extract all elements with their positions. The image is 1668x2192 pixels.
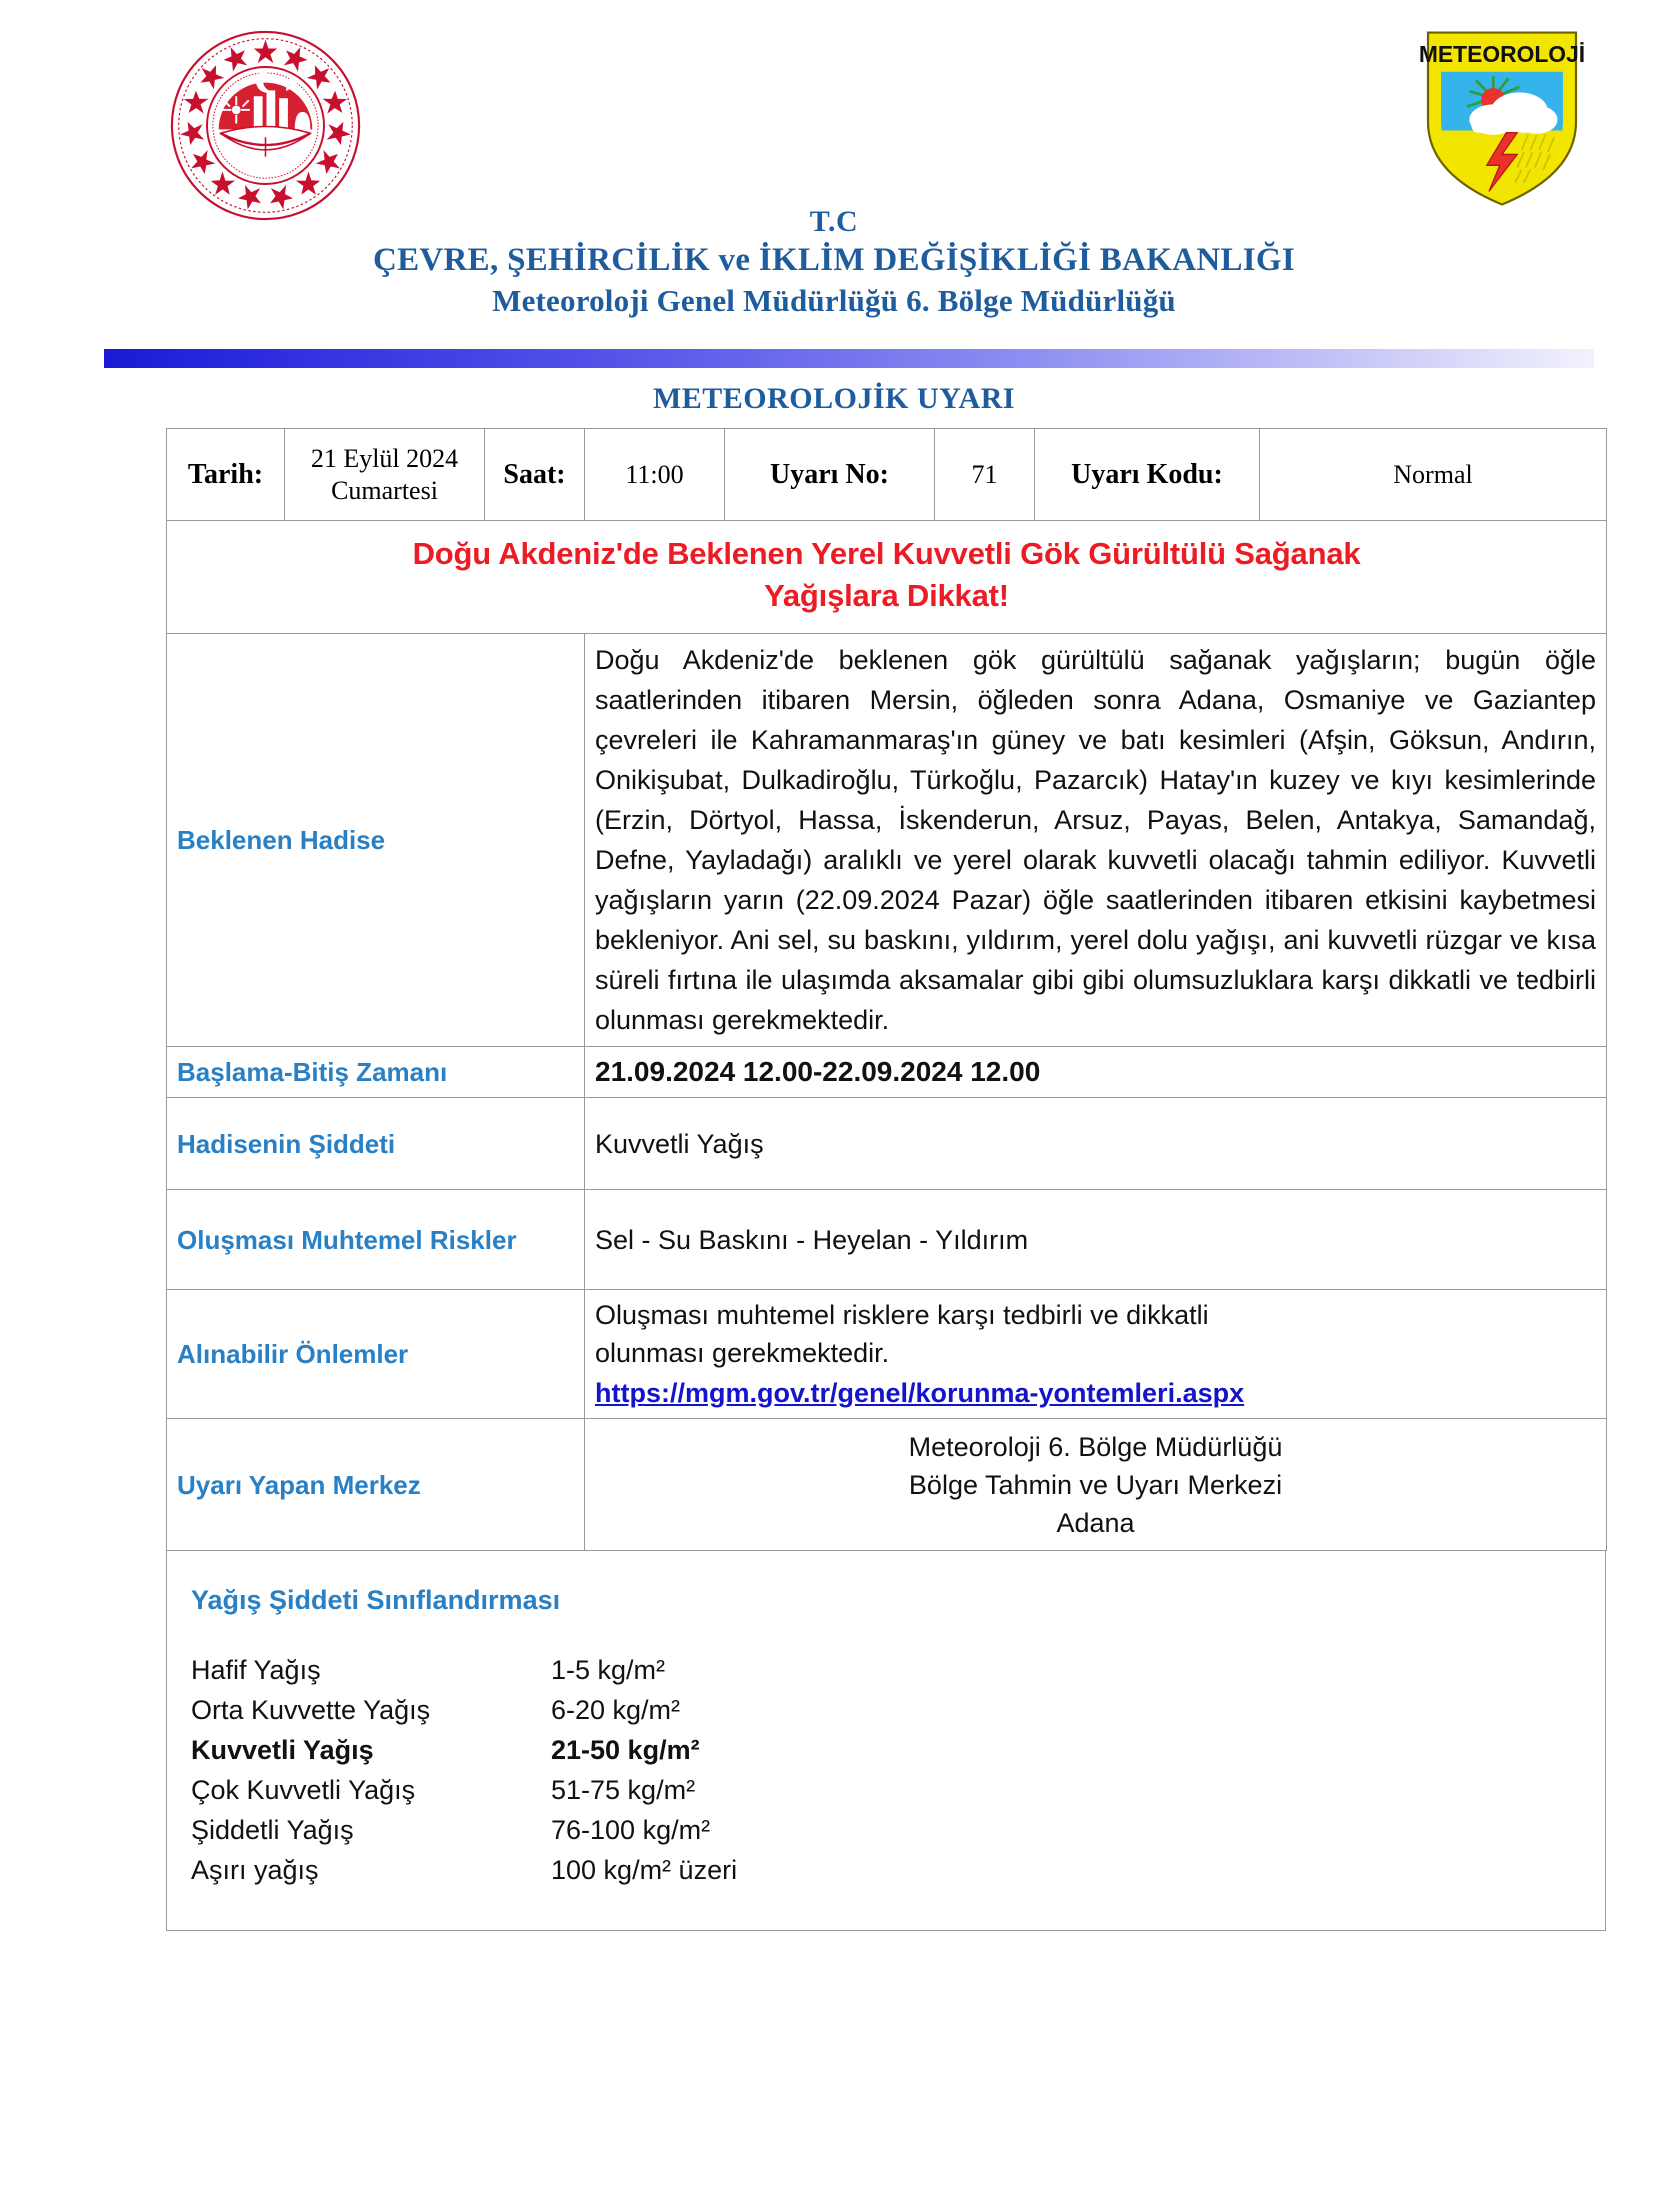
classification-name: Hafif Yağış xyxy=(191,1655,321,1685)
time-value: 11:00 xyxy=(585,429,725,521)
table-row-alert-headline xyxy=(167,521,1607,634)
classification-row xyxy=(191,1650,881,1690)
warning-table xyxy=(166,428,1607,1551)
classification-table xyxy=(191,1650,881,1890)
issuing-center-value xyxy=(585,1419,1607,1551)
alert-headline-cell xyxy=(167,521,1607,634)
warning-no-label: Uyarı No: xyxy=(725,429,935,521)
date-value-line2: Cumartesi xyxy=(331,475,438,505)
issuing-center-line1: Meteoroloji 6. Bölge Müdürlüğü xyxy=(908,1431,1283,1462)
possible-risks-value: Sel - Su Baskını - Heyelan - Yıldırım xyxy=(585,1190,1607,1290)
classification-value: 6-20 kg/m² xyxy=(551,1695,681,1725)
classification-name: Şiddetli Yağış xyxy=(191,1815,354,1845)
classification-value: 51-75 kg/m² xyxy=(551,1775,696,1805)
meteoroloji-logo-text: METEOROLOJİ xyxy=(1418,40,1586,67)
header-line-department: Meteoroloji Genel Müdürlüğü 6. Bölge Müdürlüğü xyxy=(492,283,1176,318)
classification-name: Orta Kuvvette Yağış xyxy=(191,1695,431,1725)
page-title: METEOROLOJİK UYARI xyxy=(652,382,1016,415)
table-row-info xyxy=(167,429,1607,521)
issuing-center-line3: Adana xyxy=(1056,1507,1135,1538)
warning-code-value: Normal xyxy=(1260,429,1607,521)
classification-title: Yağış Şiddeti Sınıflandırması xyxy=(191,1585,561,1615)
alert-headline-line2: Yağışlara Dikkat! xyxy=(764,578,1009,613)
expected-event-label: Beklenen Hadise xyxy=(167,634,585,1047)
classification-row xyxy=(191,1810,881,1850)
classification-value: 76-100 kg/m² xyxy=(551,1815,711,1845)
classification-name: Aşırı yağış xyxy=(191,1855,319,1885)
classification-row xyxy=(191,1770,881,1810)
table-row-issuing-center xyxy=(167,1419,1607,1551)
precautions-value xyxy=(585,1290,1607,1419)
header-line-tc: T.C xyxy=(809,205,859,238)
header-line-ministry: ÇEVRE, ŞEHİRCİLİK ve İKLİM DEĞİŞİKLİĞİ BAKANLIĞI xyxy=(372,242,1296,278)
classification-value: 21-50 kg/m² xyxy=(551,1735,700,1765)
classification-name: Çok Kuvvetli Yağış xyxy=(191,1775,416,1805)
document-header xyxy=(0,0,1668,318)
turkish-ministry-emblem-icon xyxy=(168,28,363,223)
expected-event-text: Doğu Akdeniz'de beklenen gök gürültülü sağanak yağışların; bugün öğle saatlerinden itibaren Mersin, öğleden sonra Adana, Osmaniye ve Gaziantep çevreleri ile Kahramanmaraş'ın güney ve batı kesimleri (Afşin, Göksun, Andırın, Onikişubat, Dulkadiroğlu, Türkoğlu, Pazarcık) Hatay'ın kuzey ve kıyı kesimlerinde (Erzin, Dörtyol, Hassa, İskenderun, Arsuz, Payas, Belen, Antakya, Samandağ, Defne, Yayladağı) aralıklı ve yerel olarak kuvvetli olacağı tahmin ediliyor. Kuvvetli yağışların yarın (22.09.2024 Pazar) öğle saatlerinden itibaren etkisini kaybetmesi bekleniyor. Ani sel, su baskını, yıldırım, yerel dolu yağışı, ani kuvvetli rüzgar ve kısa süreli fırtına ile ulaşımda aksamalar gibi gibi olumsuzluklara karşı dikkatli ve tedbirli olunması gerekmektedir. xyxy=(585,634,1607,1047)
time-label: Saat: xyxy=(485,429,585,521)
issuing-center-line2: Bölge Tahmin ve Uyarı Merkezi xyxy=(908,1469,1283,1500)
classification-row xyxy=(191,1730,881,1770)
header-title-block xyxy=(0,205,1668,321)
classification-row xyxy=(191,1690,881,1730)
start-end-time-label: Başlama-Bitiş Zamanı xyxy=(167,1047,585,1098)
precautions-link[interactable]: https://mgm.gov.tr/genel/korunma-yontemleri.aspx xyxy=(595,1378,1245,1408)
classification-name: Kuvvetli Yağış xyxy=(191,1735,374,1765)
classification-value: 1-5 kg/m² xyxy=(551,1655,666,1685)
table-row-severity xyxy=(167,1098,1607,1190)
meteoroloji-shield-logo-icon xyxy=(1412,26,1592,211)
alert-headline-line1: Doğu Akdeniz'de Beklenen Yerel Kuvvetli Gök Gürültülü Sağanak xyxy=(412,536,1361,571)
table-row-precautions xyxy=(167,1290,1607,1419)
precipitation-classification-box xyxy=(166,1551,1606,1931)
date-label: Tarih: xyxy=(167,429,285,521)
severity-label: Hadisenin Şiddeti xyxy=(167,1098,585,1190)
date-value xyxy=(285,429,485,521)
issuing-center-label: Uyarı Yapan Merkez xyxy=(167,1419,585,1551)
severity-value: Kuvvetli Yağış xyxy=(585,1098,1607,1190)
precautions-label: Alınabilir Önlemler xyxy=(167,1290,585,1419)
possible-risks-label: Oluşması Muhtemel Riskler xyxy=(167,1190,585,1290)
table-row-expected-event xyxy=(167,634,1607,1047)
precautions-text-line2: olunması gerekmektedir. xyxy=(595,1338,890,1368)
table-row-start-end-time xyxy=(167,1047,1607,1098)
start-end-time-value: 21.09.2024 12.00-22.09.2024 12.00 xyxy=(585,1047,1607,1098)
warning-code-label: Uyarı Kodu: xyxy=(1035,429,1260,521)
warning-no-value: 71 xyxy=(935,429,1035,521)
classification-value: 100 kg/m² üzeri xyxy=(551,1855,738,1885)
table-row-possible-risks xyxy=(167,1190,1607,1290)
classification-row xyxy=(191,1850,881,1890)
precautions-text-line1: Oluşması muhtemel risklere karşı tedbirli ve dikkatli xyxy=(595,1300,1209,1330)
header-gradient-divider xyxy=(104,349,1594,368)
date-value-line1: 21 Eylül 2024 xyxy=(310,443,459,473)
